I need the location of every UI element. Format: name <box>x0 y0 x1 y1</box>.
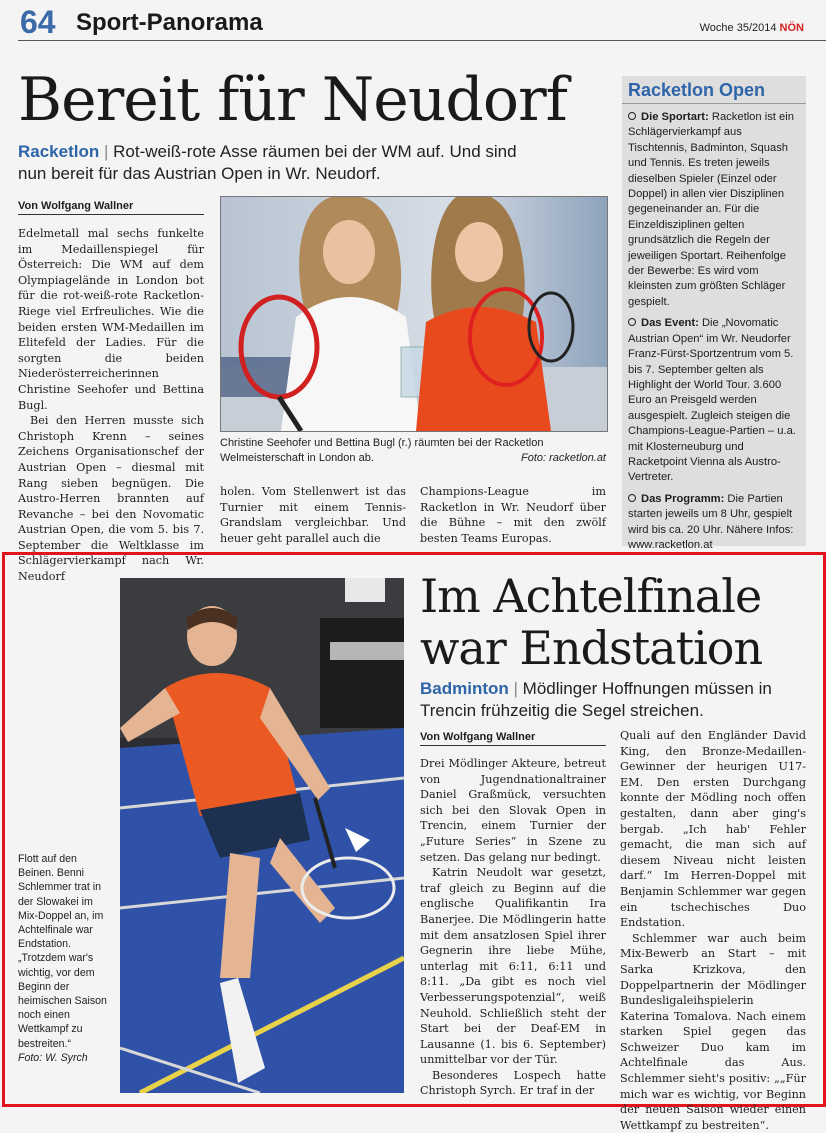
paragraph: Besonderes Lospech hatte Christoph Syrch. Er traf in der <box>420 1068 606 1098</box>
article2-photo-caption <box>18 852 110 1065</box>
article2-headline <box>420 570 810 674</box>
info-label: Das Event: <box>641 317 699 330</box>
paragraph: Quali auf den Engländer David King, den Bronze-Medaillen-Gewinner der heurigen U17-EM. Den ersten Durchgang konnte der Mödling noch offen gestalten, dann aber ging's bergab. „Ich hab' Fehler gemacht, die man sich auf diesem Niveau nicht leisten darf.“ Im Herren-Doppel mit Benjamin Schlemmer war gegen ein tschechisches Duo Endstation. <box>620 729 806 930</box>
bullet-icon <box>628 318 636 326</box>
info-text: Die Partien starten jeweils um 8 Uhr, gespielt wird bis ca. 20 Uhr. Nähere Infos: www.racketlon.at <box>628 492 794 551</box>
info-label: Das Programm: <box>641 492 725 505</box>
info-text: Racketlon ist ein Schlägervierkampf aus Tischtennis, Badminton, Squash und Tennis. Es treten jeweils dieselben Spieler (Einzel oder Doppel) in allen vier Disziplinen gegeneinander an. Für die Einzeldisziplinen gelten grundsätzlich die Regeln der jeweiligen Sportart. Reihenfolge der Bewerbe: Es wird vom kleinsten zum größten Schläger gespielt. <box>628 111 794 308</box>
article1-kicker: Racketlon <box>18 142 100 161</box>
article1-photo-caption <box>220 436 606 466</box>
paragraph: Schlemmer war auch beim Mix-Bewerb an Start – mit Sarka Krizkova, den Doppelpartnerin der Mödlinger Bundesligaleihspielerin Katerina Tomalova. Nach einem starken Spiel gegen das Schweizer Duo kam im Achtelfinale das Aus. Schlemmer sieht's positiv: „„Für mich war es wichtig, vor Beginn der neuen Saison wieder einen Wettkampf zu bestreiten“. <box>620 931 806 1132</box>
bullet-icon <box>628 112 636 120</box>
article1-column-2 <box>220 484 406 546</box>
article1-column-1 <box>18 226 204 585</box>
badminton-player-photo <box>120 578 404 1093</box>
article2-byline: Von Wolfgang Wallner <box>420 731 606 746</box>
paragraph: Drei Mödlinger Akteure, betreut von Jugendnationaltrainer Daniel Graßmück, versuchten sich bei den Slovak Open in Trencin, einem Turnier der „Future Series“ in Szene zu setzen. Das gelang nur bedingt. <box>420 757 606 864</box>
article2-kicker: Badminton <box>420 679 509 698</box>
page-number: 64 <box>20 4 56 40</box>
info-text: Die „Novomatic Austrian Open“ im Wr. Neudorfer Franz-Fürst-Sportzentrum vom 5. bis 7. September gelten als Highlight der World Tour. 3.600 Euro an Preisgeld werden ausgespielt. Zugleich steigen die Champions-League-Partien – u.a. mit Klosterneuburg und Racketpoint Vienna als Austro-Vertreter. <box>628 317 796 484</box>
info-item <box>622 486 806 554</box>
info-box <box>622 76 806 551</box>
issue-info <box>700 22 804 34</box>
paragraph: Bei den Herren musste sich Christoph Krenn – seines Zeichens Organisationschef der Austrian Open – diesmal mit Rang sieben begnügen. Die Austro-Herren brannten auf Revanche – bei den Novomatic Austrian Open, die vom 5. bis 7. September die Weltklasse im Schlägervierkampf nach Wr. Neudorf <box>18 414 204 584</box>
section-title: Sport-Panorama <box>76 9 263 36</box>
racketlon-players-photo <box>221 197 607 431</box>
info-label: Die Sportart: <box>641 111 709 123</box>
paragraph: Katrin Neudolt war gesetzt, traf gleich zu Beginn auf die englische Qualifikantin Ira Banerjee. Die Mödlingerin hatte mit dem ansatzlosen Spiel ihrer Gegnerin ihre liebe Mühe, unterlag mit 6:11, 6:11 und 8:11. „Da gibt es noch viel Verbesserungspotenzial“, weiß Neuhold. Schließlich steht der Start bei der Deaf-EM in Lausanne (1. bis 6. September) unmittelbar vor der Tür. <box>420 866 606 1067</box>
article1-headline: Bereit für Neudorf <box>18 65 567 135</box>
paragraph: holen. Vom Stellenwert ist das Turnier mit einem Tennis-Grandslam vergleichbar. Und heuer geht parallel auch die <box>220 485 406 545</box>
headline-line: war Endstation <box>420 621 763 675</box>
article2-deck: Badminton | Mödlinger Hoffnungen müssen in Trencin frühzeitig die Segel streichen. <box>420 679 772 720</box>
info-item <box>622 104 806 310</box>
info-item <box>622 310 806 485</box>
article1-byline: Von Wolfgang Wallner <box>18 200 204 215</box>
article1-photo <box>220 196 608 432</box>
paragraph: Edelmetall mal sechs funkelte im Medaillenspiegel für Österreich: Die WM auf dem Olympiagelände in London bot für die rot-weiß-rote Racketlon-Riege viel Erfreuliches. Wie die beiden ersten WM-Medaillen im Elitefeld der Ladies. Für die sorgten die beiden Niederösterreicherinnen Christine Seehofer und Bettina Bugl. <box>18 227 204 412</box>
header-divider <box>18 40 826 41</box>
issue-week: Woche 35/2014 <box>699 22 777 34</box>
paragraph: Champions-League im Racketlon in Wr. Neudorf über die Bühne – mit den zwölf besten Teams Europas. <box>420 485 606 545</box>
article1-subline: Rot-weiß-rote Asse räumen bei der WM auf. Und sind nun bereit für das Austrian Open in Wr. Neudorf. <box>18 142 517 183</box>
brand-logo: NÖN <box>779 22 804 34</box>
headline-line: Im Achtelfinale <box>420 569 762 623</box>
caption-text: Flott auf den Beinen. Benni Schlemmer trat in der Slowakei im Mix-Doppel an, im Achtelfinale war Endstation. „Trotzdem war's wichtig, vor dem Beginn der heimischen Saison noch einen Wettkampf zu bestreiten.“ <box>18 853 107 1050</box>
info-box-title: Racketlon Open <box>622 76 806 104</box>
article2-column-2 <box>620 728 806 1133</box>
article1-column-3 <box>420 484 606 546</box>
article2-subline: Mödlinger Hoffnungen müssen in Trencin frühzeitig die Segel streichen. <box>420 679 772 720</box>
article2-column-1 <box>420 756 606 1099</box>
bullet-icon <box>628 494 636 502</box>
article2-photo <box>120 578 404 1093</box>
photo-credit: Foto: racketlon.at <box>521 452 606 464</box>
caption-text: Christine Seehofer und Bettina Bugl (r.) räumten bei der Racketlon Welmeisterschaft in London ab. <box>220 437 544 464</box>
photo-credit: Foto: W. Syrch <box>18 1051 88 1064</box>
article1-deck: Racketlon | Rot-weiß-rote Asse räumen bei der WM auf. Und sind nun bereit für das Austrian Open in Wr. Neudorf. <box>18 142 517 183</box>
